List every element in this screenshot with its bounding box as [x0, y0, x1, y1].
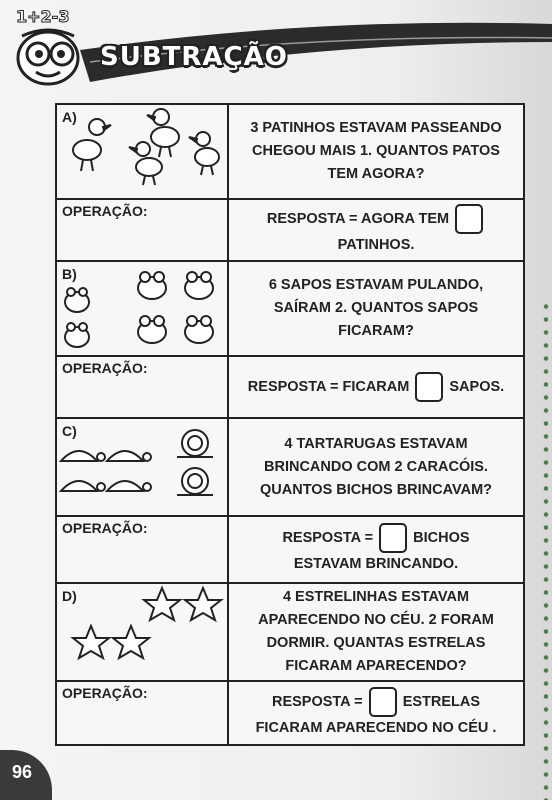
exercise-a-operation-row	[57, 200, 523, 262]
exercise-table	[55, 103, 525, 746]
question-line: BRINCANDO COM 2 CARACÓIS.	[264, 458, 488, 475]
exercise-b-question	[229, 262, 523, 355]
answer-text: BICHOS	[413, 529, 470, 546]
operation-area[interactable]	[57, 517, 229, 582]
ducks-icon	[57, 105, 227, 197]
exercise-c-operation-row	[57, 517, 523, 584]
operation-area[interactable]	[57, 682, 229, 744]
question-line: TEM AGORA?	[327, 166, 425, 182]
operation-area[interactable]	[57, 357, 229, 417]
exercise-b-illustration	[57, 262, 229, 355]
exercise-d-answer	[229, 682, 523, 744]
question-line: APARECENDO NO CÉU. 2 FORAM	[258, 612, 494, 628]
question-line: 4 ESTRELINHAS ESTAVAM	[282, 589, 470, 605]
question-line: SAÍRAM 2. QUANTOS SAPOS	[273, 300, 479, 316]
answer-text: RESPOSTA = FICARAM	[247, 378, 410, 395]
answer-text: ESTAVAM BRINCANDO.	[293, 556, 459, 572]
answer-text: FICARAM APARECENDO NO CÉU .	[255, 719, 497, 736]
page-title: SUBTRAÇÃO	[100, 42, 288, 72]
operation-area[interactable]	[57, 200, 229, 260]
question-line: CHEGOU MAIS 1. QUANTOS PATOS	[252, 143, 500, 159]
question-line: 4 TARTARUGAS ESTAVAM	[284, 435, 468, 452]
question-line: DORMIR. QUANTAS ESTRELAS	[266, 635, 486, 651]
exercise-c-answer	[229, 517, 523, 582]
exercise-b-answer	[229, 357, 523, 417]
operation-label: OPERAÇÃO:	[62, 520, 148, 536]
exercise-letter: C)	[62, 423, 77, 439]
page-number-tab	[0, 750, 52, 800]
exercise-c-question	[229, 419, 523, 515]
operation-label: OPERAÇÃO:	[62, 203, 148, 219]
operation-label: OPERAÇÃO:	[62, 685, 148, 701]
exercise-letter: D)	[62, 588, 77, 604]
answer-text: ESTRELAS	[402, 693, 481, 710]
exercise-a-answer	[229, 200, 523, 260]
binding-holes	[542, 300, 550, 800]
answer-text: RESPOSTA = AGORA TEM	[266, 210, 450, 227]
exercise-d-illustration	[57, 584, 229, 680]
exercise-d-question-row	[57, 584, 523, 682]
answer-box[interactable]	[455, 204, 483, 234]
question-line: FICARAM APARECENDO?	[285, 658, 467, 674]
turtles-snails-icon	[57, 419, 227, 514]
question-line: 3 PATINHOS ESTAVAM PASSEANDO	[250, 120, 502, 136]
answer-box[interactable]	[415, 372, 443, 402]
exercise-a-illustration	[57, 105, 229, 198]
exercise-b-question-row	[57, 262, 523, 357]
exercise-b-operation-row	[57, 357, 523, 419]
answer-text: PATINHOS.	[337, 236, 415, 253]
operation-label: OPERAÇÃO:	[62, 360, 148, 376]
exercise-c-illustration	[57, 419, 229, 515]
answer-text: RESPOSTA =	[271, 693, 363, 710]
answer-text: SAPOS.	[449, 378, 505, 395]
frogs-icon	[57, 262, 227, 354]
page-number: 96	[12, 762, 33, 782]
exercise-a-question	[229, 105, 523, 198]
answer-text: RESPOSTA =	[282, 529, 374, 546]
svg-text:1+2-3: 1+2-3	[16, 7, 70, 26]
exercise-letter: A)	[62, 109, 77, 125]
exercise-d-operation-row	[57, 682, 523, 744]
exercise-d-question	[229, 584, 523, 680]
mascot-icon	[8, 6, 108, 96]
stars-icon	[57, 584, 227, 679]
exercise-c-question-row	[57, 419, 523, 517]
question-line: QUANTOS BICHOS BRINCAVAM?	[260, 481, 492, 498]
answer-box[interactable]	[379, 523, 407, 553]
answer-box[interactable]	[369, 687, 397, 717]
exercise-a-question-row	[57, 105, 523, 200]
exercise-letter: B)	[62, 266, 77, 282]
question-line: 6 SAPOS ESTAVAM PULANDO,	[268, 277, 484, 293]
question-line: FICARAM?	[338, 323, 414, 339]
